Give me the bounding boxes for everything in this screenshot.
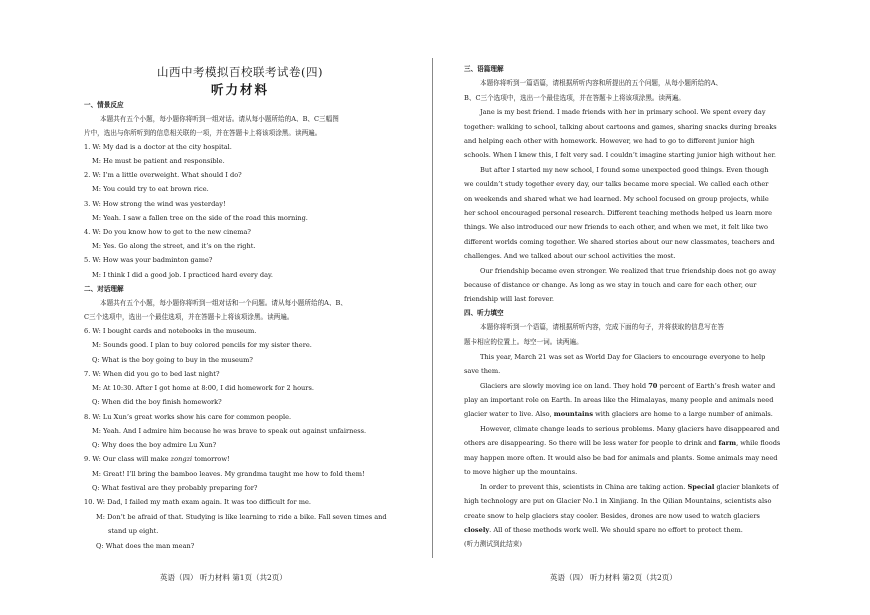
passage-line: In order to prevent this, scientists in China are taking action. Special glacier blankets of (480, 483, 779, 491)
dialogue-line: 1. W: My dad is a doctor at the city hospital. (84, 143, 232, 151)
dialogue-line: M: Sounds good. I plan to buy colored pencils for my sister there. (92, 341, 312, 349)
dialogue-line: M: Yes. Go along the street, and it’s on the right. (92, 242, 256, 250)
dialogue-line: Q: When did the boy finish homework? (92, 398, 222, 406)
instruction-line: 本题你将听到一个语篇，请根据所听内容，完成下面的句子，并将获取的信息写在答 (480, 323, 724, 331)
dialogue-line: M: Don’t be afraid of that. Studying is like learning to ride a bike. Fall seven times and (96, 513, 387, 521)
dialogue-line: 9. W: Our class will make zongzi tomorrow! (84, 455, 230, 463)
instruction-line: 本题共有五个小题，每小题你将听到一组对话。请从每小题所给的A、B、C三幅图 (100, 115, 339, 123)
passage-line: schools. When I knew this, I felt very sad. I couldn’t imagine starting junior high without her. (464, 151, 777, 159)
answer-word: Special (687, 483, 715, 491)
page-footer: 英语（四） 听力材料 第2页（共2页） (550, 573, 677, 582)
dialogue-line: Q: Why does the boy admire Lu Xun? (92, 441, 217, 449)
dialogue-line: Q: What is the boy going to buy in the museum? (92, 356, 253, 364)
passage-line: high technology are put on Glacier No.1 in Xinjiang. In the Qilian Mountains, scientists also (464, 497, 772, 505)
paper-subtitle: 听力材料 (210, 82, 269, 97)
passage-line: But after I started my new school, I found some unexpected good things. Even though (480, 166, 769, 174)
section-heading: 一、情景反应 (84, 101, 124, 109)
passage-line: friendship will last forever. (464, 295, 554, 303)
instruction-line: 片中，选出与你所听到的信息相关联的一项，并在答题卡上将该项涂黑。读两遍。 (84, 129, 322, 137)
dialogue-line: Q: What festival are they probably preparing for? (92, 484, 258, 492)
passage-line: her school encouraged personal research. Different teaching methods helped us learn more (464, 209, 772, 217)
instruction-line: 本题共有五个小题，每小题你将听到一组对话和一个问题。请从每小题所给的A、B、 (100, 299, 347, 307)
dialogue-line: M: Great! I’ll bring the bamboo leaves. My grandma taught me how to fold them! (92, 470, 365, 478)
passage-line: different worlds coming together. We shared stories about our new classmates, teachers and (464, 238, 775, 246)
section-heading: 三、语篇理解 (464, 65, 504, 73)
passage-line: we couldn’t study together every day, our talks became more special. We called each other (464, 180, 769, 188)
passage-line: things. We also introduced our new friends to each other, and when we met, it felt like two (464, 223, 768, 231)
dialogue-line: M: He must be patient and responsible. (92, 157, 225, 165)
instruction-line: B、C三个选项中，选出一个最佳选项，并在答题卡上将该项涂黑。读两遍。 (464, 94, 685, 102)
answer-word: farm (718, 439, 737, 447)
passage-line: This year, March 21 was set as World Day for Glaciers to encourage everyone to help (480, 353, 766, 361)
passage-line: play an important role on Earth. In areas like the Himalayas, many people and animals need (464, 396, 774, 404)
dialogue-line: stand up eight. (108, 527, 159, 535)
passage-line: Glaciers are slowly moving ice on land. They hold 70 percent of Earth’s fresh water and (480, 382, 776, 390)
instruction-line: 题卡相应的位置上。每空一词。读两遍。 (464, 338, 583, 346)
dialogue-line: M: Yeah. And I admire him because he was brave to speak out against unfairness. (92, 427, 367, 435)
dialogue-line: 10. W: Dad, I failed my math exam again. It was too difficult for me. (84, 498, 311, 506)
dialogue-line: 8. W: Lu Xun’s great works show his care for common people. (84, 413, 292, 421)
passage-line: challenges. And we talked about our school activities the most. (464, 252, 676, 260)
passage-line: create snow to help glaciers stay cooler. Besides, drones are now used to watch glaciers (464, 512, 760, 520)
passage-line: Our friendship became even stronger. We realized that true friendship does not go away (480, 267, 776, 275)
answer-word: 70 (648, 382, 658, 390)
dialogue-line: 3. W: How strong the wind was yesterday! (84, 200, 226, 208)
section-heading: 二、对话理解 (84, 285, 124, 293)
instruction-line: C三个选项中，选出一个最佳选项，并在答题卡上将该项涂黑。读两遍。 (84, 313, 294, 321)
dialogue-line: 5. W: How was your badminton game? (84, 256, 213, 264)
dialogue-line: M: I think I did a good job. I practiced hard every day. (92, 271, 274, 279)
passage-line: glacier water to live. Also, mountains with glaciers are home to a large number of animals. (464, 410, 773, 418)
passage-line: and helping each other with homework. However, we had to go to different junior high (464, 137, 755, 145)
dialogue-line: 6. W: I bought cards and notebooks in the museum. (84, 327, 257, 335)
page-footer: 英语（四） 听力材料 第1页（共2页） (160, 573, 287, 582)
answer-word: mountains (553, 410, 594, 418)
passage-line: because of distance or change. As long as we stay in touch and care for each other, our (464, 281, 757, 289)
answer-word: closely (464, 526, 490, 534)
dialogue-line: 4. W: Do you know how to get to the new cinema? (84, 228, 251, 236)
dialogue-line: 2. W: I’m a little overweight. What should I do? (84, 171, 242, 179)
passage-line: However, climate change leads to serious problems. Many glaciers have disappeared and (480, 425, 780, 433)
passage-line: save them. (464, 367, 501, 375)
passage-line: together: walking to school, talking about cartoons and games, sharing snacks during breaks (464, 123, 777, 131)
dialogue-line: M: You could try to eat brown rice. (92, 185, 209, 193)
instruction-line: 本题你将听到一篇语篇，请根据所听内容和所提出的五个问题，从每小题所给的A、 (480, 79, 723, 87)
paper-title: 山西中考模拟百校联考试卷(四) (157, 65, 323, 79)
dialogue-line: 7. W: When did you go to bed last night? (84, 370, 220, 378)
passage-line: on weekends and shared what we had learned. My school focused on group projects, while (464, 195, 769, 203)
passage-line: Jane is my best friend. I made friends with her in primary school. We spent every day (480, 108, 766, 116)
passage-line: others are disappearing. So there will be less water for people to drink and farm, while floods (464, 439, 781, 447)
end-note: (听力测试到此结束) (464, 540, 522, 548)
dialogue-line: M: At 10:30. After I got home at 8:00, I did homework for 2 hours. (92, 384, 314, 392)
passage-line: to move higher up the mountains. (464, 468, 578, 476)
dialogue-line: M: Yeah. I saw a fallen tree on the side of the road this morning. (92, 214, 308, 222)
passage-line: may happen more often. It would also be bad for animals and plants. Some animals may need (464, 454, 778, 462)
passage-line: closely. All of these methods work well. We should spare no effort to protect them. (464, 526, 743, 534)
section-heading: 四、听力填空 (464, 309, 504, 317)
dialogue-line: Q: What does the man mean? (96, 542, 195, 550)
column-divider (432, 58, 433, 558)
